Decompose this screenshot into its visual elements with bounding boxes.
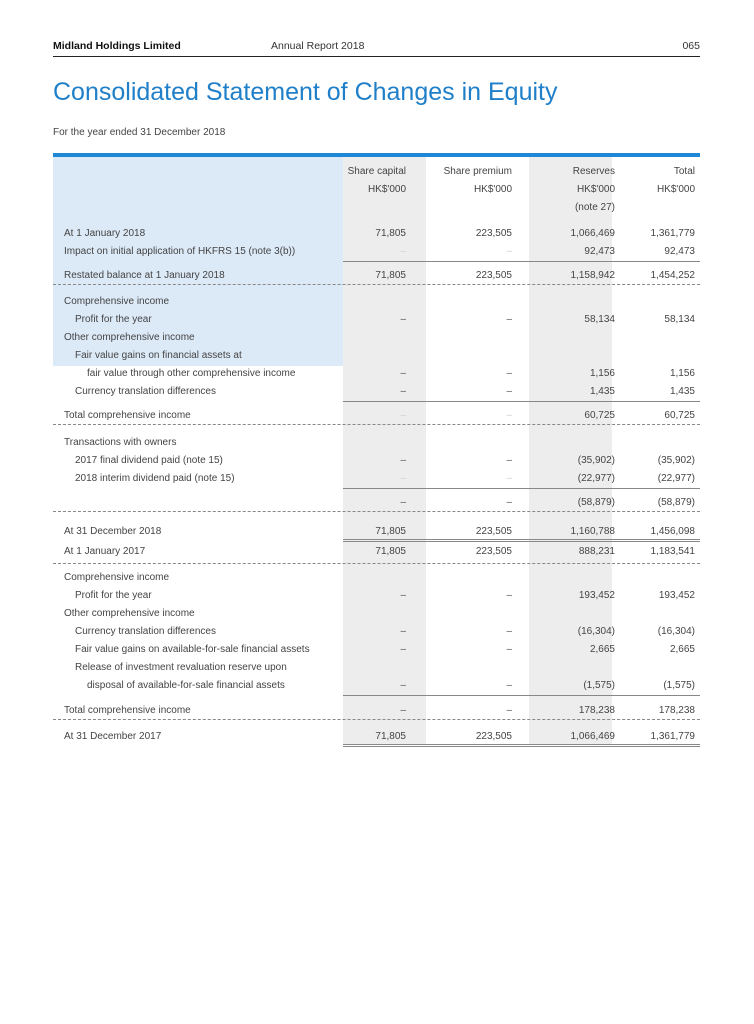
cell-total: 1,361,779	[650, 731, 695, 742]
rule-dashed	[53, 284, 700, 285]
cell-total: 178,238	[658, 705, 695, 716]
cell-share-capital: –	[400, 386, 406, 397]
row-label: Restated balance at 1 January 2018	[64, 270, 225, 281]
row-label: Currency translation differences	[75, 626, 216, 637]
cell-share-capital: 71,805	[375, 270, 406, 281]
cell-share-premium: –	[506, 455, 512, 466]
rule-subtotal	[343, 488, 700, 489]
cell-reserves: 193,452	[578, 590, 615, 601]
cell-share-capital: 71,805	[375, 546, 406, 557]
cell-share-premium: 223,505	[475, 546, 512, 557]
table-row	[53, 703, 700, 719]
row-label: Transactions with owners	[64, 437, 177, 448]
cell-total: 1,361,779	[650, 228, 695, 239]
row-label: 2018 interim dividend paid (note 15)	[75, 473, 235, 484]
cell-reserves: 1,066,469	[570, 731, 615, 742]
column-header-line: HK$'000	[473, 184, 512, 195]
cell-reserves: (16,304)	[577, 626, 615, 637]
cell-share-premium: –	[506, 368, 512, 379]
table-row	[53, 384, 700, 400]
equity-table	[53, 153, 700, 744]
table-row	[53, 678, 700, 694]
rule-dashed	[53, 511, 700, 512]
row-label: Comprehensive income	[64, 572, 170, 583]
cell-share-capital: –	[400, 368, 406, 379]
column-header-reserves	[573, 163, 615, 217]
page-title: Consolidated Statement of Changes in Equity	[53, 78, 558, 106]
cell-total: 1,454,252	[650, 270, 695, 281]
table-row	[53, 453, 700, 469]
column-header-line: Share premium	[443, 166, 512, 177]
cell-reserves: (22,977)	[577, 473, 615, 484]
table-row	[53, 268, 700, 284]
table-row	[53, 606, 700, 622]
row-label: Other comprehensive income	[64, 332, 195, 343]
cell-share-capital: –	[400, 497, 406, 508]
row-label: Total comprehensive income	[64, 705, 191, 716]
column-header-share-premium	[444, 163, 512, 199]
table-row	[53, 495, 700, 511]
company-name: Midland Holdings Limited	[53, 40, 181, 52]
table-row	[53, 408, 700, 424]
cell-total: 58,134	[664, 314, 695, 325]
cell-reserves: 1,158,942	[570, 270, 615, 281]
cell-share-capital: –	[400, 246, 406, 257]
cell-total: 1,435	[669, 386, 695, 397]
cell-share-capital: –	[400, 314, 406, 325]
rule-double	[343, 539, 700, 542]
column-header-line: Total	[673, 166, 695, 177]
cell-reserves: 1,066,469	[570, 228, 615, 239]
cell-reserves: 178,238	[578, 705, 615, 716]
cell-share-capital: –	[400, 644, 406, 655]
table-row	[53, 642, 700, 658]
table-row	[53, 294, 700, 310]
row-label: fair value through other comprehensive income	[87, 368, 296, 379]
table-row	[53, 544, 700, 560]
cell-share-capital: 71,805	[375, 228, 406, 239]
cell-share-premium: 223,505	[475, 731, 512, 742]
cell-share-premium: 223,505	[475, 526, 512, 537]
cell-reserves: 888,231	[578, 546, 615, 557]
column-header-line: HK$'000	[367, 184, 406, 195]
cell-share-premium: –	[506, 246, 512, 257]
cell-reserves: 1,435	[589, 386, 615, 397]
cell-share-premium: –	[506, 497, 512, 508]
cell-share-capital: –	[400, 590, 406, 601]
table-row	[53, 471, 700, 487]
row-label: Profit for the year	[75, 590, 152, 601]
cell-reserves: 2,665	[589, 644, 615, 655]
cell-total: (22,977)	[657, 473, 695, 484]
table-row	[53, 624, 700, 640]
rule-subtotal	[343, 261, 700, 262]
page-subtitle: For the year ended 31 December 2018	[53, 127, 226, 138]
rule-subtotal	[343, 695, 700, 696]
rule-dashed	[53, 719, 700, 720]
cell-total: (35,902)	[657, 455, 695, 466]
cell-total: 193,452	[658, 590, 695, 601]
cell-share-premium: –	[506, 626, 512, 637]
cell-total: (16,304)	[657, 626, 695, 637]
cell-share-capital: –	[400, 410, 406, 421]
table-row	[53, 729, 700, 745]
cell-total: (1,575)	[663, 680, 695, 691]
row-label: Impact on initial application of HKFRS 15 (note 3(b))	[64, 246, 296, 257]
column-header-total	[657, 163, 695, 199]
cell-share-capital: –	[400, 705, 406, 716]
cell-reserves: (35,902)	[577, 455, 615, 466]
row-label: Total comprehensive income	[64, 410, 191, 421]
row-label: At 1 January 2018	[64, 228, 146, 239]
cell-total: 1,456,098	[650, 526, 695, 537]
cell-reserves: 58,134	[584, 314, 615, 325]
column-header-line: Share capital	[347, 166, 406, 177]
cell-share-premium: –	[506, 410, 512, 421]
cell-share-premium: 223,505	[475, 228, 512, 239]
row-label: Comprehensive income	[64, 296, 170, 307]
page-number: 065	[682, 40, 700, 52]
cell-total: 1,156	[669, 368, 695, 379]
rule-double	[343, 744, 700, 747]
cell-total: 2,665	[669, 644, 695, 655]
row-label: disposal of available-for-sale financial assets	[87, 680, 285, 691]
header-divider	[53, 56, 700, 57]
column-header-share-capital	[348, 163, 406, 199]
cell-share-capital: 71,805	[375, 526, 406, 537]
table-row	[53, 524, 700, 540]
cell-share-premium: –	[506, 680, 512, 691]
cell-reserves: 1,156	[589, 368, 615, 379]
row-label: At 31 December 2017	[64, 731, 162, 742]
column-header-line: (note 27)	[574, 202, 615, 213]
cell-total: 60,725	[664, 410, 695, 421]
column-header-line: Reserves	[572, 166, 615, 177]
table-row	[53, 226, 700, 242]
table-row	[53, 366, 700, 382]
page-header	[53, 40, 700, 55]
row-label: Other comprehensive income	[64, 608, 195, 619]
cell-share-premium: –	[506, 590, 512, 601]
cell-share-premium: –	[506, 473, 512, 484]
row-label: At 1 January 2017	[64, 546, 146, 557]
row-label: At 31 December 2018	[64, 526, 162, 537]
cell-reserves: 92,473	[584, 246, 615, 257]
cell-share-capital: –	[400, 626, 406, 637]
table-row	[53, 312, 700, 328]
rule-dashed	[53, 424, 700, 425]
table-row	[53, 330, 700, 346]
cell-reserves: 60,725	[584, 410, 615, 421]
cell-share-premium: –	[506, 386, 512, 397]
cell-share-premium: –	[506, 705, 512, 716]
table-row	[53, 348, 700, 364]
row-label: Currency translation differences	[75, 386, 216, 397]
cell-total: 92,473	[664, 246, 695, 257]
rule-subtotal	[343, 401, 700, 402]
table-row	[53, 570, 700, 586]
table-row	[53, 244, 700, 260]
row-label: 2017 final dividend paid (note 15)	[75, 455, 223, 466]
rule-dashed	[53, 563, 700, 564]
table-row	[53, 588, 700, 604]
cell-share-capital: –	[400, 680, 406, 691]
column-header-line: HK$'000	[576, 184, 615, 195]
report-name: Annual Report 2018	[271, 40, 365, 52]
cell-share-capital: –	[400, 473, 406, 484]
table-row	[53, 435, 700, 451]
cell-total: 1,183,541	[650, 546, 695, 557]
column-header-line: HK$'000	[656, 184, 695, 195]
row-label: Profit for the year	[75, 314, 152, 325]
cell-reserves: (1,575)	[583, 680, 615, 691]
cell-share-premium: 223,505	[475, 270, 512, 281]
row-label: Fair value gains on available-for-sale financial assets	[75, 644, 310, 655]
cell-reserves: (58,879)	[577, 497, 615, 508]
cell-total: (58,879)	[657, 497, 695, 508]
table-row	[53, 660, 700, 676]
cell-reserves: 1,160,788	[570, 526, 615, 537]
row-label: Fair value gains on financial assets at	[75, 350, 242, 361]
cell-share-capital: –	[400, 455, 406, 466]
cell-share-capital: 71,805	[375, 731, 406, 742]
row-label: Release of investment revaluation reserve upon	[75, 662, 287, 673]
cell-share-premium: –	[506, 314, 512, 325]
cell-share-premium: –	[506, 644, 512, 655]
